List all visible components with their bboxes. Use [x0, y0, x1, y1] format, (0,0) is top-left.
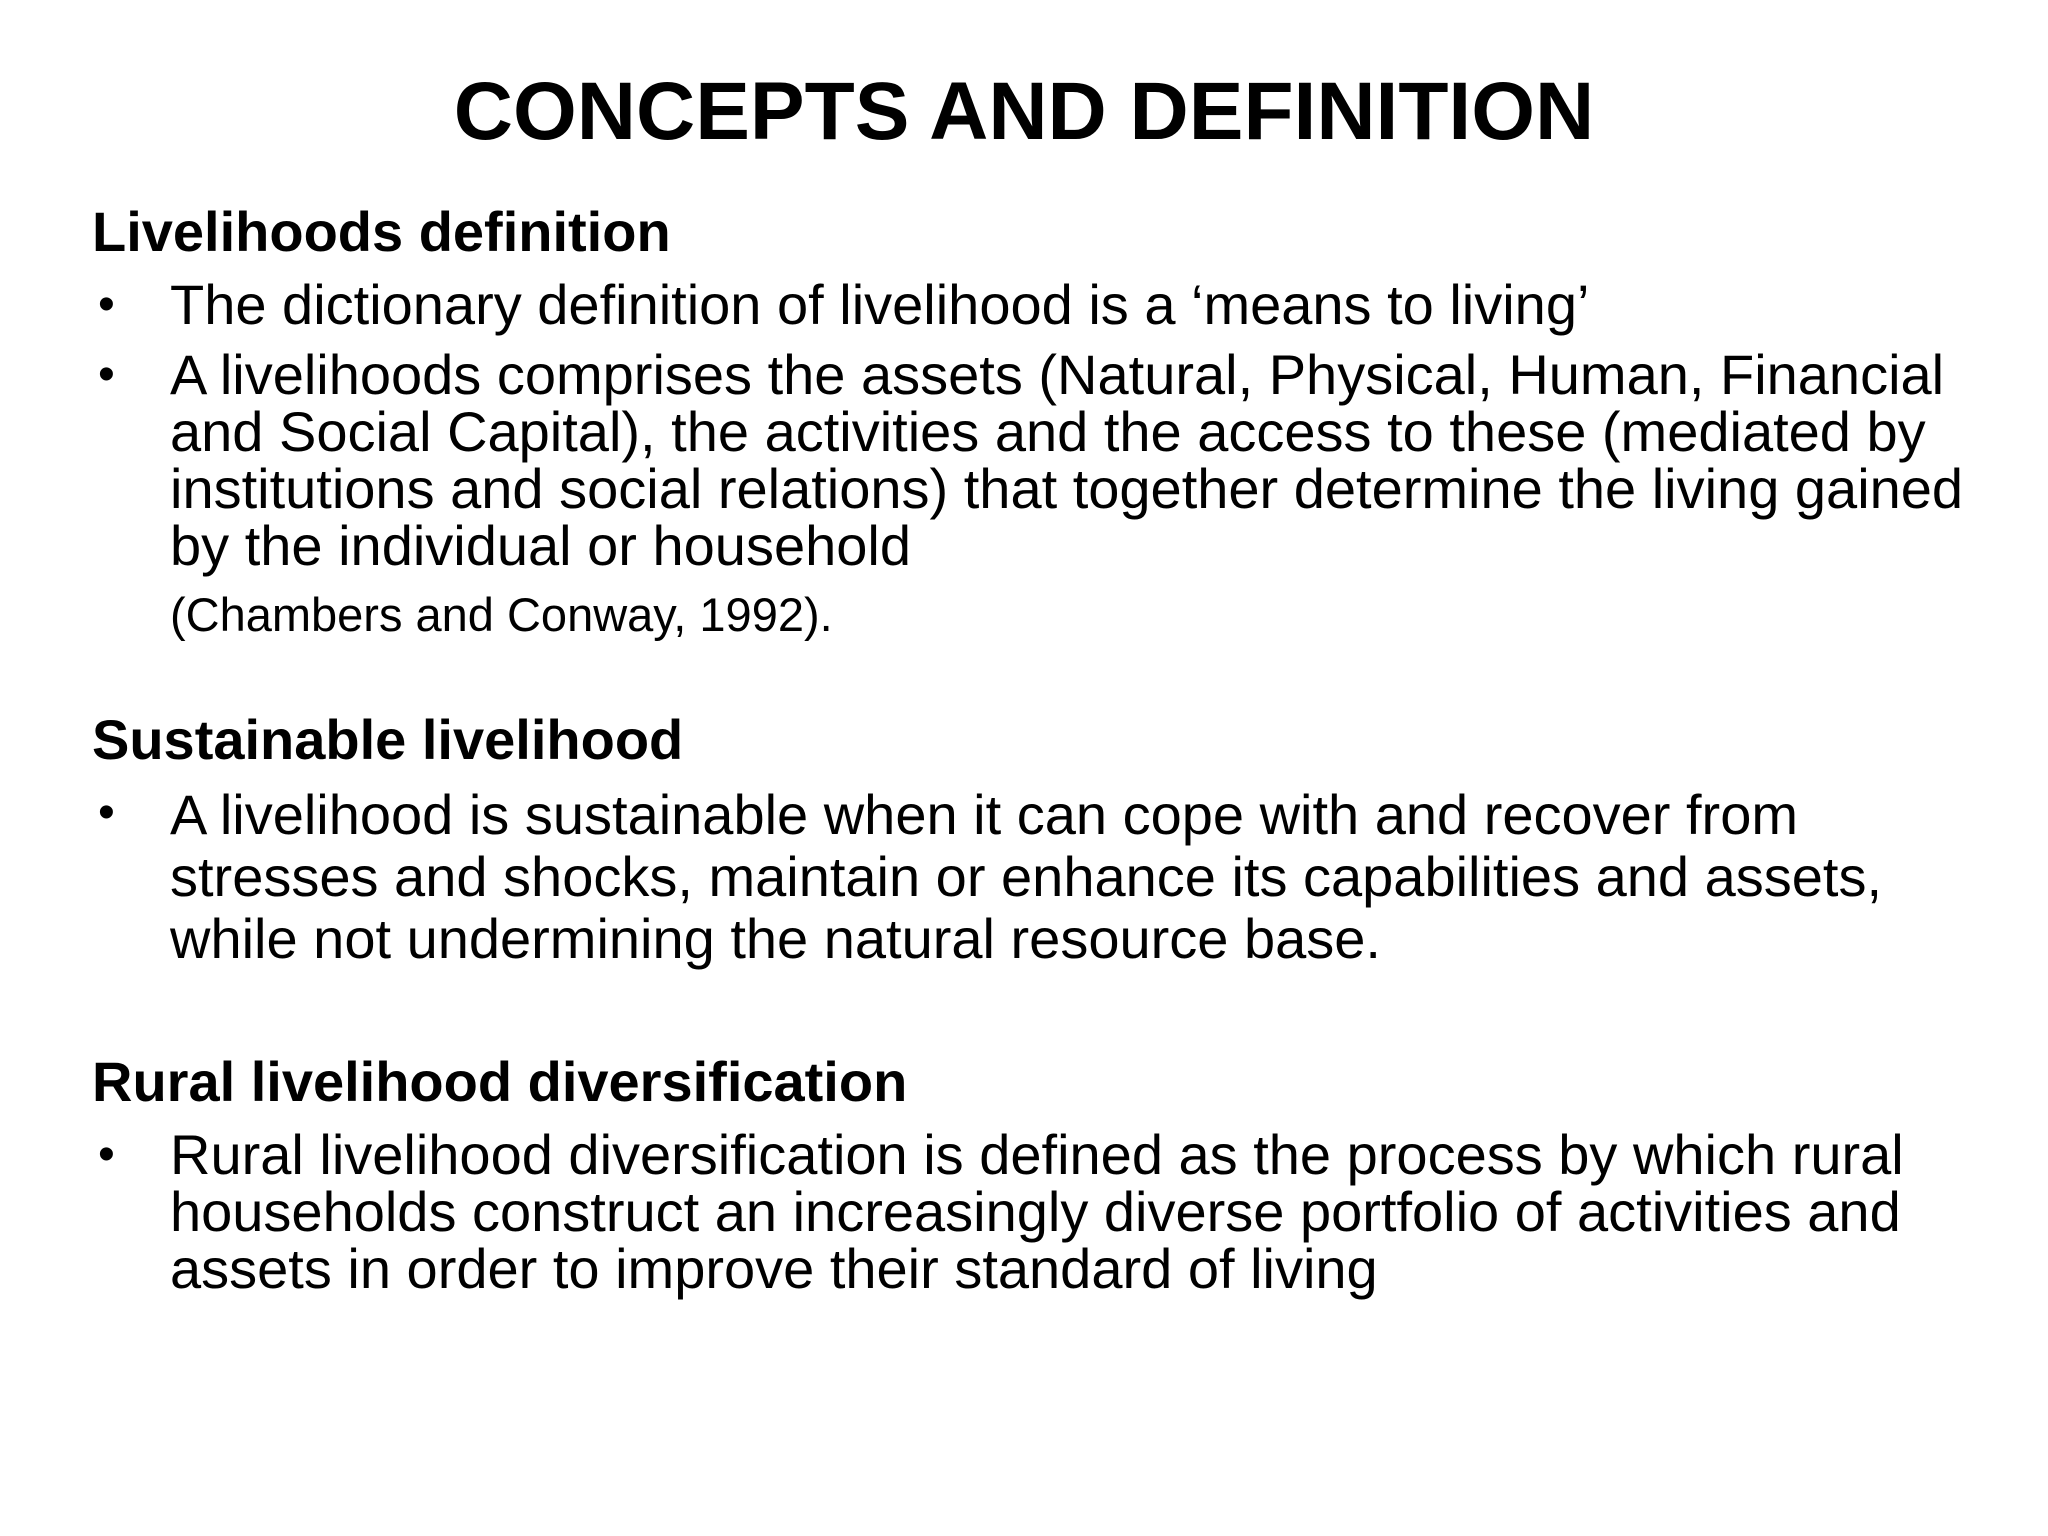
- bullet-icon: •: [98, 278, 115, 331]
- bullet-text: Rural livelihood diversification is defined as the process by which rural households construct an increasingly diverse portfolio of activities and assets in order to improve their standard of living: [170, 1123, 1904, 1300]
- section-heading: Livelihoods definition: [92, 200, 671, 263]
- bullet-item: [92, 273, 1992, 336]
- bullet-text: A livelihoods comprises the assets (Natural, Physical, Human, Financial and Social Capital), the activities and the access to these (mediated by institutions and social relations) that together determine the living gained by the individual or household: [170, 343, 1964, 577]
- bullet-icon: •: [98, 1128, 115, 1181]
- bullet-text: A livelihood is sustainable when it can cope with and recover from stresses and shocks, maintain or enhance its capabilities and assets, while not undermining the natural resource base.: [170, 783, 1883, 970]
- section-livelihoods-definition: [92, 200, 1992, 643]
- citation: (Chambers and Conway, 1992).: [170, 588, 833, 641]
- section-rural-livelihood-diversification: [92, 1050, 1992, 1300]
- slide-title: CONCEPTS AND DEFINITION: [453, 66, 1595, 157]
- bullet-item: [92, 784, 1992, 970]
- bullet-item: [92, 343, 1992, 643]
- bullet-list: [92, 1123, 1992, 1300]
- section-heading: Sustainable livelihood: [92, 708, 684, 771]
- bullet-icon: •: [98, 348, 115, 401]
- bullet-list: [92, 273, 1992, 643]
- bullet-item: [92, 1123, 1992, 1300]
- bullet-icon: •: [98, 786, 115, 839]
- bullet-list: [92, 784, 1992, 970]
- section-heading: Rural livelihood diversification: [92, 1050, 908, 1113]
- section-sustainable-livelihood: [92, 708, 1992, 970]
- bullet-text: The dictionary definition of livelihood is a ‘means to living’: [170, 273, 1590, 336]
